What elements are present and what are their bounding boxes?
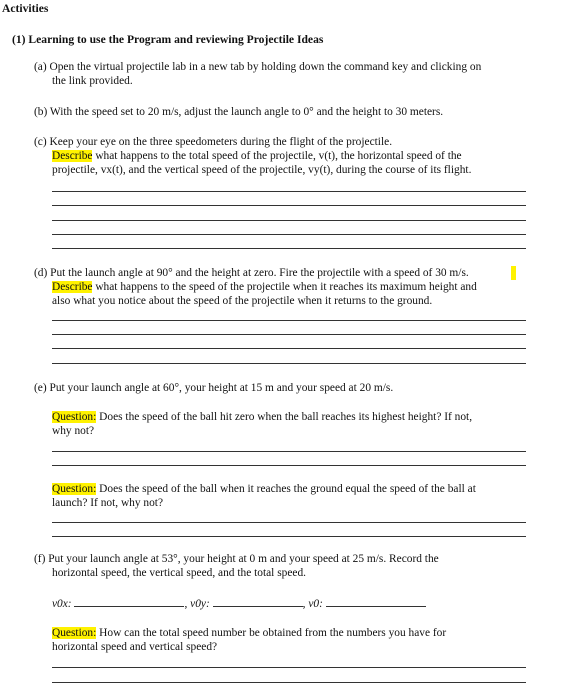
question-label: Question: bbox=[52, 483, 97, 495]
item-d-line2-text: what happens to the speed of the projectile when it reaches its maximum height and bbox=[92, 281, 477, 293]
item-c-line1: (c) Keep your eye on the three speedometers during the flight of the projectile. bbox=[34, 136, 393, 148]
v0-blank[interactable] bbox=[326, 596, 426, 607]
answer-line[interactable] bbox=[52, 220, 526, 221]
item-e-question1-line2: why not? bbox=[52, 425, 95, 437]
answer-line[interactable] bbox=[52, 234, 526, 235]
answer-line[interactable] bbox=[52, 451, 526, 452]
answer-line[interactable] bbox=[52, 320, 526, 321]
item-b-line1: (b) With the speed set to 20 m/s, adjust the launch angle to 0° and the height to 30 meters. bbox=[34, 106, 444, 118]
item-d-line1: (d) Put the launch angle at 90° and the height at zero. Fire the projectile with a speed of 30 m/s. bbox=[34, 267, 469, 279]
question-text: Does the speed of the ball when it reaches the ground equal the speed of the ball at bbox=[96, 483, 476, 495]
question-label: Question: bbox=[52, 411, 97, 423]
question-text: Does the speed of the ball hit zero when the ball reaches its highest height? If not, bbox=[96, 411, 473, 423]
describe-highlight: Describe bbox=[52, 281, 93, 293]
section-heading: (1) Learning to use the Program and reviewing Projectile Ideas bbox=[12, 33, 324, 46]
answer-line[interactable] bbox=[52, 248, 526, 249]
item-a-line1: (a) Open the virtual projectile lab in a new tab by holding down the command key and clicking on bbox=[34, 61, 482, 73]
item-c-line2 bbox=[52, 149, 462, 164]
answer-line[interactable] bbox=[52, 536, 526, 537]
item-f-line2: horizontal speed, the vertical speed, and the total speed. bbox=[52, 567, 306, 579]
item-a-line2: the link provided. bbox=[52, 75, 133, 87]
item-c-line3: projectile, vx(t), and the vertical speed of the projectile, vy(t), during the course of its flight. bbox=[52, 164, 472, 176]
item-c-line2-text: what happens to the total speed of the projectile, v(t), the horizontal speed of the bbox=[92, 150, 462, 162]
page-title: Activities bbox=[2, 2, 49, 15]
item-f-line1: (f) Put your launch angle at 53°, your height at 0 m and your speed at 25 m/s. Record the bbox=[34, 553, 439, 565]
item-e-question2-line2: launch? If not, why not? bbox=[52, 497, 164, 509]
item-f-question bbox=[52, 626, 446, 641]
answer-line[interactable] bbox=[52, 205, 526, 206]
answer-line[interactable] bbox=[52, 191, 526, 192]
answer-line[interactable] bbox=[52, 667, 526, 668]
answer-line[interactable] bbox=[52, 682, 526, 683]
item-e-question1 bbox=[52, 410, 472, 425]
item-d-line3: also what you notice about the speed of the projectile when it returns to the ground. bbox=[52, 295, 433, 307]
describe-highlight: Describe bbox=[52, 150, 93, 162]
v0x-blank[interactable] bbox=[74, 596, 184, 607]
v0y-blank[interactable] bbox=[213, 596, 303, 607]
speed-record-row: v0x: , v0y: , v0: bbox=[52, 596, 426, 612]
answer-line[interactable] bbox=[52, 522, 526, 523]
answer-line[interactable] bbox=[52, 363, 526, 364]
item-f-question-line2: horizontal speed and vertical speed? bbox=[52, 641, 218, 653]
item-e-line1: (e) Put your launch angle at 60°, your height at 15 m and your speed at 20 m/s. bbox=[34, 382, 394, 394]
question-label: Question: bbox=[52, 627, 97, 639]
highlight-mark bbox=[511, 266, 516, 280]
answer-line[interactable] bbox=[52, 348, 526, 349]
item-e-question2 bbox=[52, 482, 476, 497]
item-d-line2 bbox=[52, 280, 477, 295]
v0-label: v0: bbox=[308, 598, 323, 610]
question-text: How can the total speed number be obtained from the numbers you have for bbox=[96, 627, 447, 639]
answer-line[interactable] bbox=[52, 334, 526, 335]
answer-line[interactable] bbox=[52, 465, 526, 466]
v0x-label: v0x: bbox=[52, 598, 72, 610]
v0y-label: v0y: bbox=[190, 598, 210, 610]
